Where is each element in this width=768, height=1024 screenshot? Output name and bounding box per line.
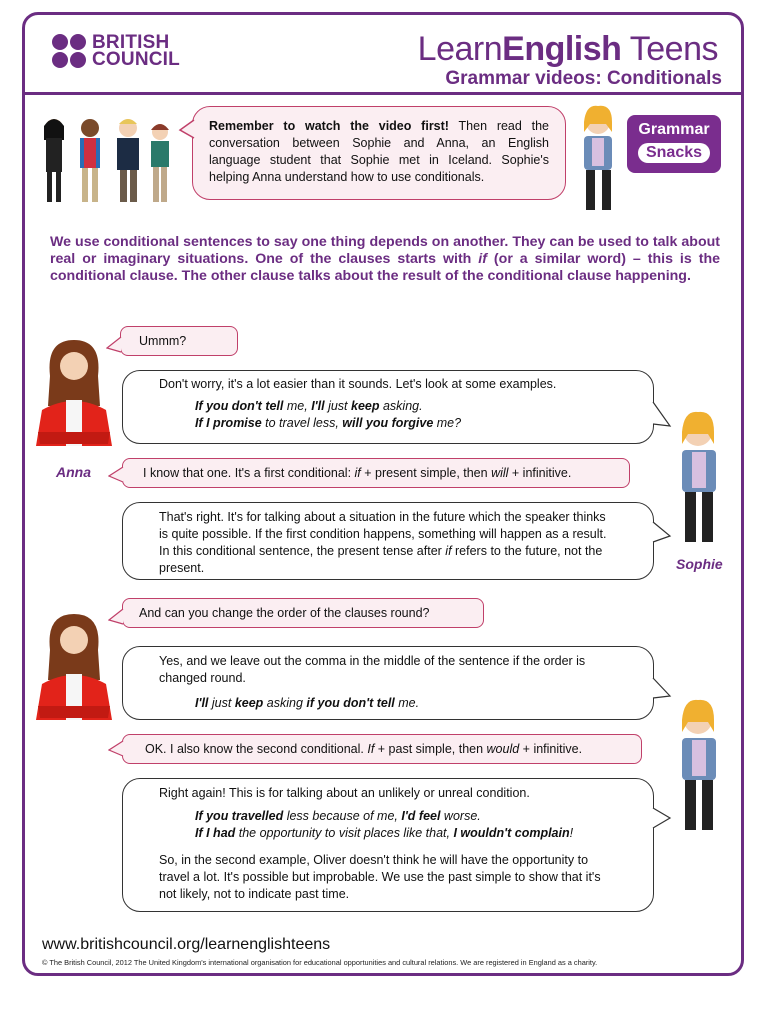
intro-bubble: [192, 106, 566, 200]
bubble-anna-second-conditional: OK. I also know the second conditional. If + past simple, then would + infinitive.: [122, 734, 642, 764]
bubble-anna-first-conditional: I know that one. It's a first conditional: if + present simple, then will + infinitive.: [122, 458, 630, 488]
bubble-tail: [106, 336, 122, 354]
example-4: If you travelled less because of me, I'd feel worse.: [195, 809, 481, 823]
bubble-sophie-second-conditional: Right again! This is for talking about an unlikely or unreal condition. If you travelled less because of me, I'd feel worse. If I had the opportunity to visit places like that, I wouldn't complain! So, in the second example, Oliver doesn't think he will have the opportunity to travel a lot. It's possible but improbable. We use the past simple to show that it's not likely, not to indicate past time.: [122, 778, 654, 912]
badge-line1: Grammar: [638, 121, 710, 138]
bubble-anna-ummm: Ummm?: [120, 326, 238, 356]
teens-group-illustration: [38, 114, 178, 210]
bubble-tail: [108, 466, 124, 484]
bubble-tail: [108, 608, 124, 626]
bubble-sophie-order: Yes, and we leave out the comma in the middle of the sentence if the order is changed round. I'll just keep asking if you don't tell me.: [122, 646, 654, 720]
anna-illustration-2: [28, 610, 120, 734]
bubble-tail: [652, 806, 672, 832]
footer-url[interactable]: www.britishcouncil.org/learnenglishteens: [42, 936, 331, 953]
page-subtitle: Grammar videos: Conditionals: [445, 68, 722, 89]
bubble-tail: [652, 520, 672, 546]
grammar-snacks-badge: [627, 115, 721, 173]
example-1: If you don't tell me, I'll just keep asking.: [195, 399, 423, 413]
anna-name: Anna: [56, 464, 91, 480]
example-2: If I promise to travel less, will you forgive me?: [195, 416, 462, 430]
header-divider: [22, 92, 744, 95]
sophie-illustration: [668, 410, 732, 550]
logo-line2: COUNCIL: [92, 49, 180, 70]
bubble-anna-change-order: And can you change the order of the clauses round?: [122, 598, 484, 628]
badge-line2: Snacks: [638, 143, 710, 163]
intro-text: Then read the conversation between Sophie and Anna, an English language student that Sophie met in Iceland. Sophie's helping Anna understand how to use conditionals.: [209, 119, 549, 184]
sophie-top-illustration: [572, 104, 626, 216]
sophie-illustration-2: [668, 698, 732, 838]
sophie-name: Sophie: [676, 556, 723, 572]
intro-bold: Remember to watch the video first!: [209, 119, 449, 133]
lead-paragraph: We use conditional sentences to say one thing depends on another. They can be used to talk about real or imaginary situations. One of the clauses starts with if (or a similar word) – this is the conditional clause. The other clause talks about the result of the conditional clause happening.: [50, 234, 720, 284]
logo-line1: BRITISH: [92, 32, 170, 53]
intro-bubble-tail: [178, 118, 196, 140]
example-3: I'll just keep asking if you don't tell me.: [195, 696, 420, 710]
british-council-logo: [52, 34, 180, 68]
bubble-sophie-explanation: That's right. It's for talking about a situation in the future which the speaker thinks is quite possible. If the first condition happens, something will happen as a result. In this conditional sentence, the present tense after if refers to the future, not the present.: [122, 502, 654, 580]
bubble-tail: [108, 740, 124, 758]
footer-copyright: © The British Council, 2012 The United Kingdom's international organisation for educational opportunities and cultural relations. We are registered in England as a charity.: [42, 958, 598, 967]
bubble-sophie-examples: Don't worry, it's a lot easier than it sounds. Let's look at some examples. If you don't tell me, I'll just keep asking. If I promise to travel less, will you forgive me?: [122, 370, 654, 444]
logo-dots-icon: [52, 34, 86, 68]
learnenglish-teens-title: LearnEnglish Teens: [417, 30, 718, 68]
example-5: If I had the opportunity to visit places like that, I wouldn't complain!: [195, 826, 574, 840]
anna-illustration: [28, 336, 120, 460]
